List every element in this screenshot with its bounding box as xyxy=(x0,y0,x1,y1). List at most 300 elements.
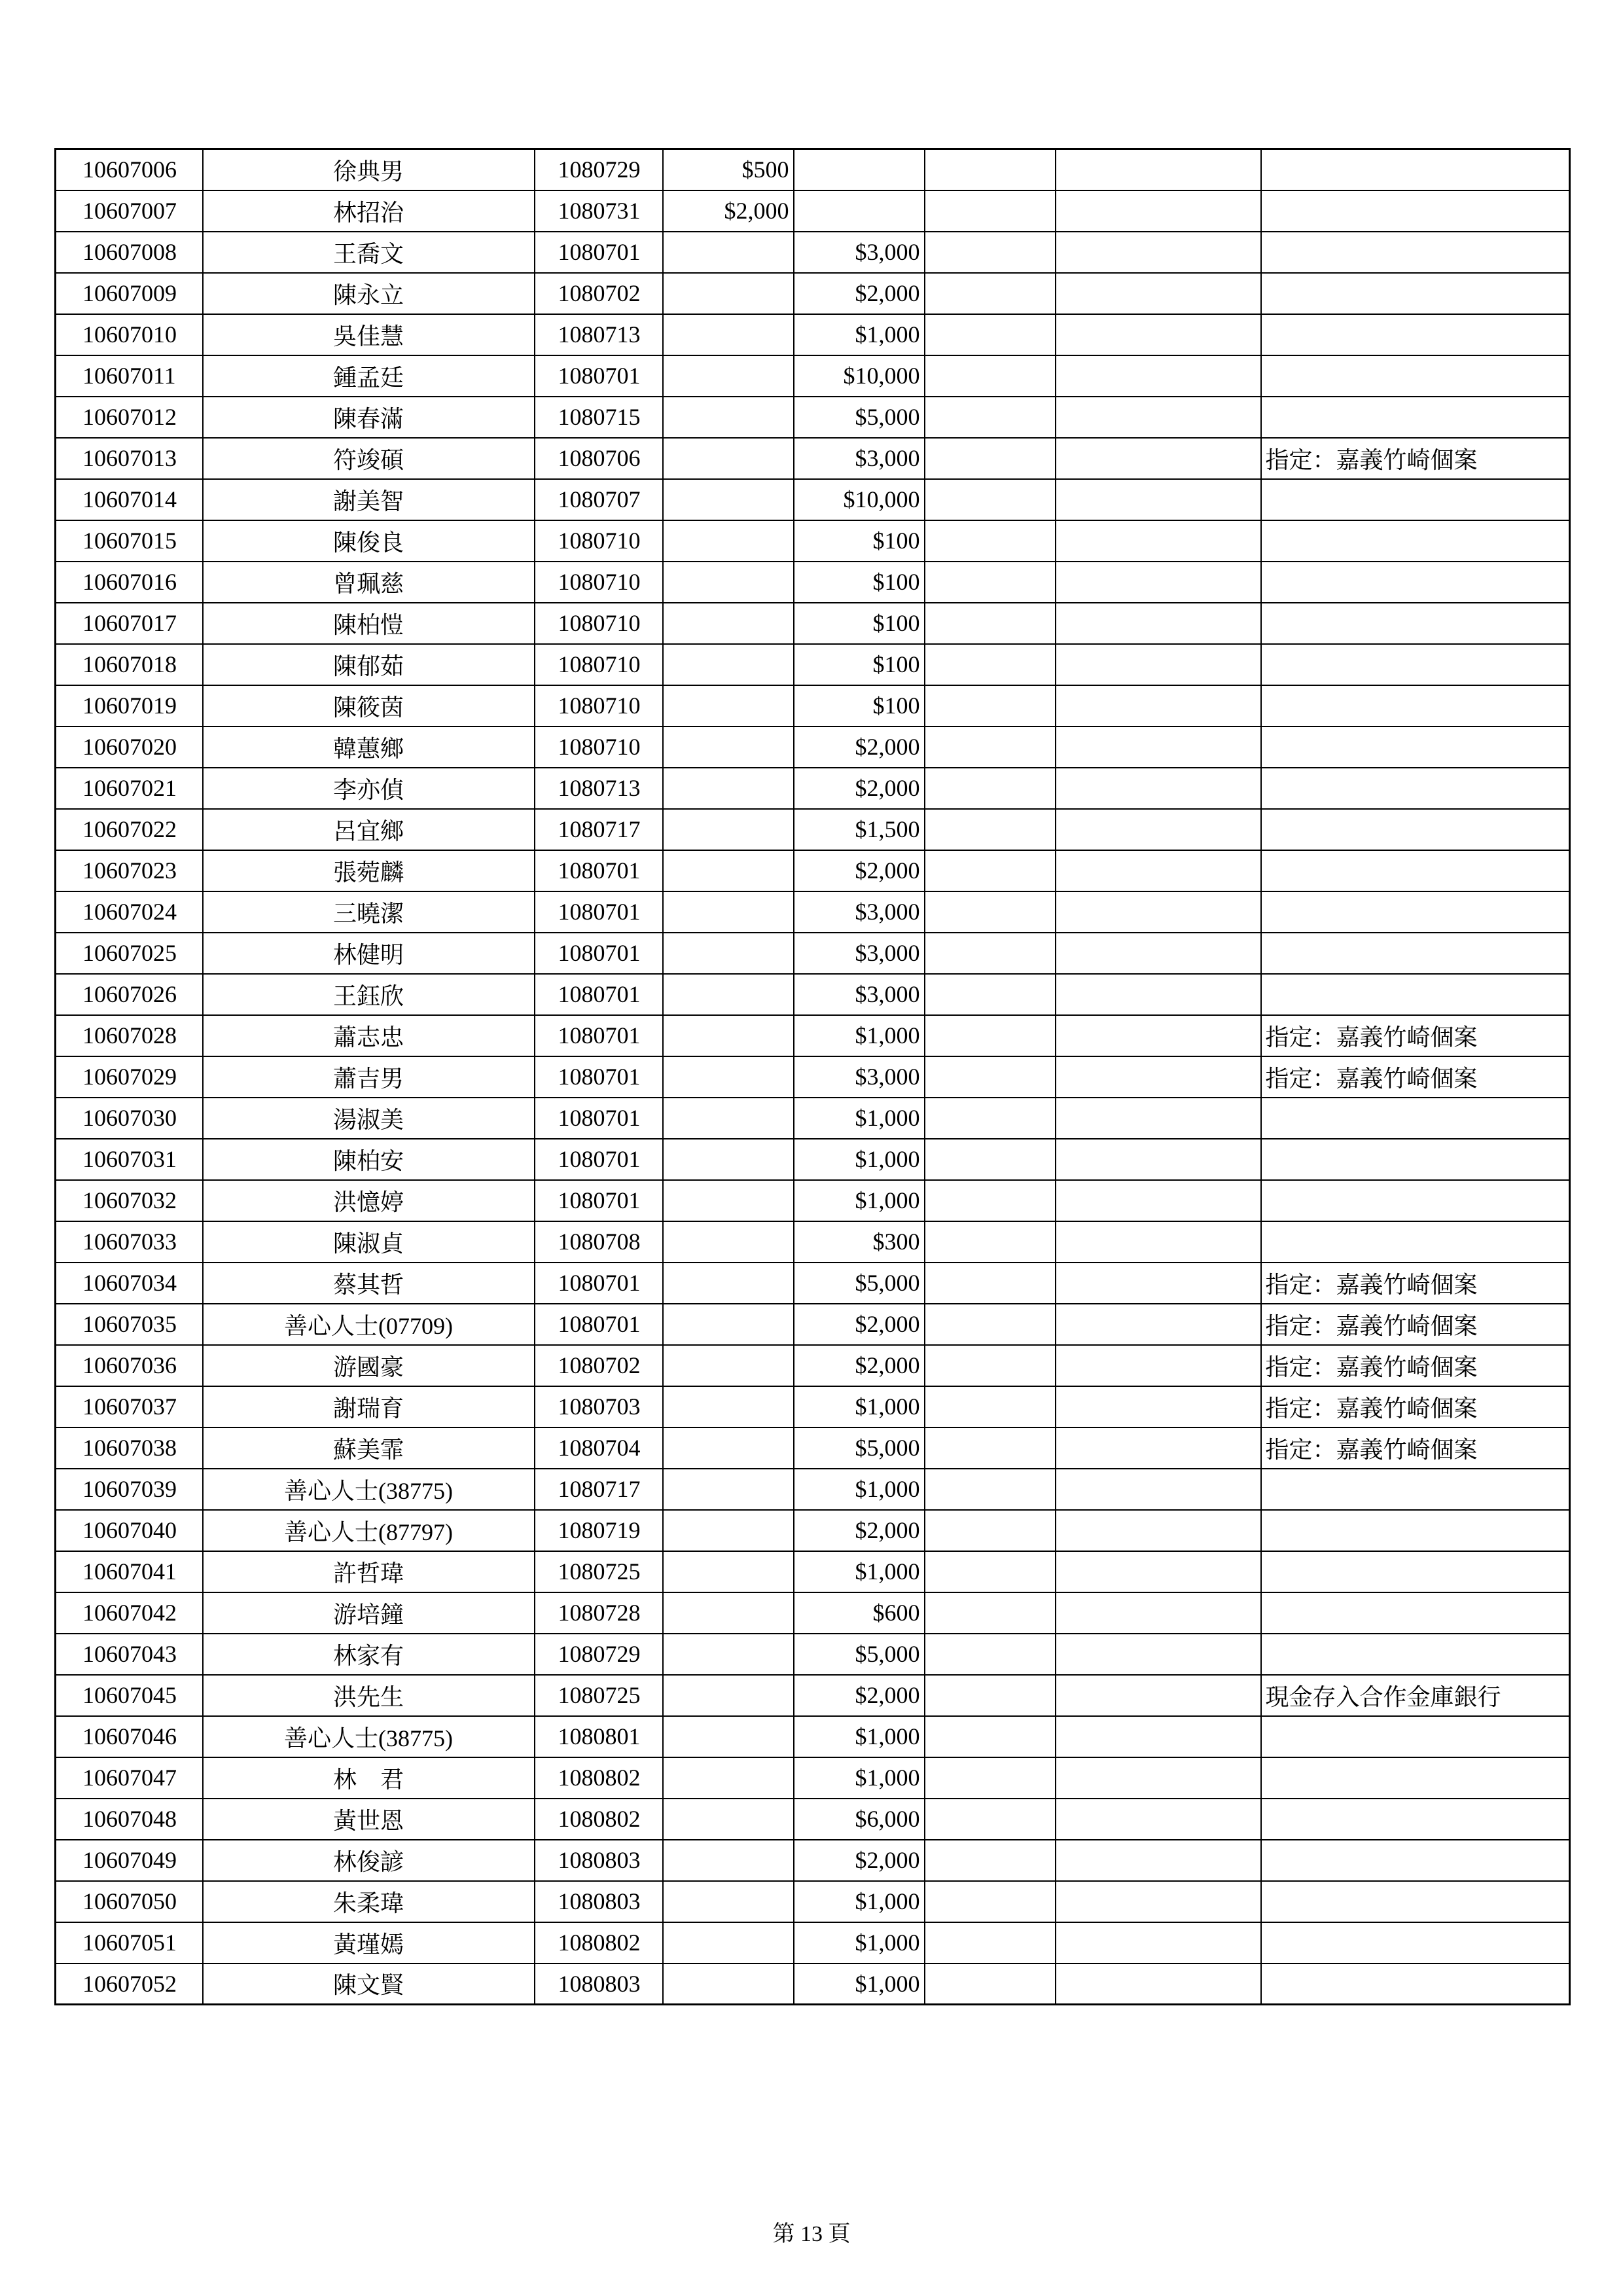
receipt-id-cell: 10607019 xyxy=(56,685,203,726)
donation-date-cell: 1080701 xyxy=(535,850,663,891)
table-row xyxy=(56,232,1570,273)
amount-column-2-cell: $1,000 xyxy=(794,1180,925,1221)
note-cell xyxy=(1261,933,1570,974)
receipt-id-cell: 10607007 xyxy=(56,190,203,232)
empty-column-cell xyxy=(925,232,1056,273)
donor-name-cell: 陳俊良 xyxy=(203,520,535,562)
donation-date-cell: 1080728 xyxy=(535,1592,663,1634)
empty-column-cell xyxy=(925,1345,1056,1386)
empty-column-cell xyxy=(1056,603,1261,644)
empty-column-cell xyxy=(1056,273,1261,314)
donation-date-cell: 1080713 xyxy=(535,768,663,809)
receipt-id-cell: 10607021 xyxy=(56,768,203,809)
amount-column-1-cell xyxy=(663,1922,794,1964)
empty-column-cell xyxy=(925,850,1056,891)
empty-column-cell xyxy=(1056,850,1261,891)
empty-column-cell xyxy=(925,355,1056,397)
empty-column-cell xyxy=(925,644,1056,685)
receipt-id-cell: 10607014 xyxy=(56,479,203,520)
amount-column-1-cell xyxy=(663,479,794,520)
table-row xyxy=(56,562,1570,603)
donation-date-cell: 1080702 xyxy=(535,273,663,314)
receipt-id-cell: 10607050 xyxy=(56,1881,203,1922)
note-cell xyxy=(1261,603,1570,644)
amount-column-1-cell xyxy=(663,1551,794,1592)
amount-column-2-cell: $5,000 xyxy=(794,397,925,438)
receipt-id-cell: 10607043 xyxy=(56,1634,203,1675)
receipt-id-cell: 10607041 xyxy=(56,1551,203,1592)
empty-column-cell xyxy=(1056,314,1261,355)
empty-column-cell xyxy=(1056,1799,1261,1840)
amount-column-2-cell: $3,000 xyxy=(794,933,925,974)
donation-date-cell: 1080803 xyxy=(535,1840,663,1881)
note-cell xyxy=(1261,273,1570,314)
empty-column-cell xyxy=(925,603,1056,644)
donor-name-cell: 李亦偵 xyxy=(203,768,535,809)
empty-column-cell xyxy=(925,397,1056,438)
amount-column-1-cell xyxy=(663,1592,794,1634)
note-cell xyxy=(1261,1881,1570,1922)
donation-date-cell: 1080701 xyxy=(535,1098,663,1139)
donation-date-cell: 1080731 xyxy=(535,190,663,232)
empty-column-cell xyxy=(925,1427,1056,1469)
amount-column-1-cell xyxy=(663,1098,794,1139)
amount-column-2-cell: $1,000 xyxy=(794,1139,925,1180)
amount-column-1-cell xyxy=(663,1881,794,1922)
empty-column-cell xyxy=(925,1634,1056,1675)
empty-column-cell xyxy=(1056,355,1261,397)
table-row xyxy=(56,1757,1570,1799)
receipt-id-cell: 10607008 xyxy=(56,232,203,273)
empty-column-cell xyxy=(925,1716,1056,1757)
page-number: 第 13 頁 xyxy=(772,2222,851,2246)
empty-column-cell xyxy=(1056,232,1261,273)
note-cell xyxy=(1261,562,1570,603)
donor-name-cell: 鍾孟廷 xyxy=(203,355,535,397)
donation-date-cell: 1080701 xyxy=(535,1263,663,1304)
amount-column-1-cell xyxy=(663,232,794,273)
empty-column-cell xyxy=(925,562,1056,603)
empty-column-cell xyxy=(1056,1634,1261,1675)
amount-column-1-cell xyxy=(663,809,794,850)
table-row xyxy=(56,1221,1570,1263)
empty-column-cell xyxy=(1056,768,1261,809)
donation-date-cell: 1080701 xyxy=(535,355,663,397)
empty-column-cell xyxy=(925,1139,1056,1180)
amount-column-1-cell xyxy=(663,355,794,397)
amount-column-2-cell: $1,000 xyxy=(794,1881,925,1922)
donor-name-cell: 吳佳慧 xyxy=(203,314,535,355)
donor-name-cell: 游國豪 xyxy=(203,1345,535,1386)
empty-column-cell xyxy=(1056,1757,1261,1799)
donation-date-cell: 1080710 xyxy=(535,520,663,562)
amount-column-2-cell: $5,000 xyxy=(794,1427,925,1469)
empty-column-cell xyxy=(925,1221,1056,1263)
amount-column-1-cell xyxy=(663,1015,794,1056)
amount-column-2-cell: $100 xyxy=(794,603,925,644)
amount-column-2-cell: $2,000 xyxy=(794,1345,925,1386)
note-cell: 指定：嘉義竹崎個案 xyxy=(1261,1427,1570,1469)
empty-column-cell xyxy=(925,438,1056,479)
table-row xyxy=(56,397,1570,438)
empty-column-cell xyxy=(1056,1675,1261,1716)
empty-column-cell xyxy=(1056,149,1261,190)
receipt-id-cell: 10607028 xyxy=(56,1015,203,1056)
amount-column-2-cell: $2,000 xyxy=(794,1510,925,1551)
donor-name-cell: 陳淑貞 xyxy=(203,1221,535,1263)
empty-column-cell xyxy=(925,1180,1056,1221)
donation-date-cell: 1080710 xyxy=(535,726,663,768)
table-row xyxy=(56,1015,1570,1056)
note-cell xyxy=(1261,355,1570,397)
empty-column-cell xyxy=(925,1469,1056,1510)
empty-column-cell xyxy=(925,1304,1056,1345)
note-cell xyxy=(1261,1840,1570,1881)
receipt-id-cell: 10607032 xyxy=(56,1180,203,1221)
donation-date-cell: 1080701 xyxy=(535,933,663,974)
empty-column-cell xyxy=(1056,1881,1261,1922)
donation-date-cell: 1080701 xyxy=(535,1056,663,1098)
table-row xyxy=(56,438,1570,479)
empty-column-cell xyxy=(925,1922,1056,1964)
note-cell: 現金存入合作金庫銀行 xyxy=(1261,1675,1570,1716)
empty-column-cell xyxy=(925,190,1056,232)
amount-column-2-cell: $2,000 xyxy=(794,726,925,768)
donor-name-cell: 洪憶婷 xyxy=(203,1180,535,1221)
amount-column-2-cell xyxy=(794,149,925,190)
donor-name-cell: 黃瑾嫣 xyxy=(203,1922,535,1964)
amount-column-1-cell xyxy=(663,850,794,891)
donor-name-cell: 林健明 xyxy=(203,933,535,974)
amount-column-1-cell xyxy=(663,1799,794,1840)
receipt-id-cell: 10607009 xyxy=(56,273,203,314)
receipt-id-cell: 10607037 xyxy=(56,1386,203,1427)
note-cell xyxy=(1261,190,1570,232)
receipt-id-cell: 10607016 xyxy=(56,562,203,603)
empty-column-cell xyxy=(925,273,1056,314)
receipt-id-cell: 10607038 xyxy=(56,1427,203,1469)
empty-column-cell xyxy=(1056,1345,1261,1386)
note-cell xyxy=(1261,1964,1570,2005)
receipt-id-cell: 10607040 xyxy=(56,1510,203,1551)
amount-column-1-cell xyxy=(663,520,794,562)
table-row xyxy=(56,1716,1570,1757)
empty-column-cell xyxy=(1056,726,1261,768)
empty-column-cell xyxy=(1056,1180,1261,1221)
amount-column-1-cell xyxy=(663,1056,794,1098)
empty-column-cell xyxy=(925,1757,1056,1799)
empty-column-cell xyxy=(925,1881,1056,1922)
donor-name-cell: 蕭吉男 xyxy=(203,1056,535,1098)
amount-column-2-cell: $300 xyxy=(794,1221,925,1263)
empty-column-cell xyxy=(1056,1427,1261,1469)
note-cell xyxy=(1261,520,1570,562)
empty-column-cell xyxy=(1056,438,1261,479)
donation-date-cell: 1080701 xyxy=(535,891,663,933)
amount-column-2-cell: $2,000 xyxy=(794,273,925,314)
table-row xyxy=(56,974,1570,1015)
amount-column-2-cell xyxy=(794,190,925,232)
note-cell xyxy=(1261,850,1570,891)
amount-column-2-cell: $2,000 xyxy=(794,1304,925,1345)
table-row xyxy=(56,1922,1570,1964)
donor-name-cell: 游培鐘 xyxy=(203,1592,535,1634)
table-row xyxy=(56,1139,1570,1180)
amount-column-2-cell: $100 xyxy=(794,685,925,726)
empty-column-cell xyxy=(925,149,1056,190)
empty-column-cell xyxy=(1056,1840,1261,1881)
amount-column-2-cell: $1,000 xyxy=(794,1015,925,1056)
amount-column-2-cell: $2,000 xyxy=(794,768,925,809)
amount-column-1-cell xyxy=(663,768,794,809)
empty-column-cell xyxy=(1056,190,1261,232)
empty-column-cell xyxy=(1056,479,1261,520)
table-row xyxy=(56,149,1570,190)
table-row xyxy=(56,1634,1570,1675)
donor-name-cell: 洪先生 xyxy=(203,1675,535,1716)
amount-column-1-cell xyxy=(663,644,794,685)
receipt-id-cell: 10607048 xyxy=(56,1799,203,1840)
donation-table-body xyxy=(56,149,1570,2005)
empty-column-cell xyxy=(925,809,1056,850)
amount-column-2-cell: $1,000 xyxy=(794,1469,925,1510)
amount-column-1-cell xyxy=(663,1221,794,1263)
table-row xyxy=(56,1386,1570,1427)
donation-date-cell: 1080710 xyxy=(535,562,663,603)
note-cell xyxy=(1261,1922,1570,1964)
empty-column-cell xyxy=(1056,397,1261,438)
amount-column-2-cell: $2,000 xyxy=(794,1840,925,1881)
receipt-id-cell: 10607020 xyxy=(56,726,203,768)
donor-name-cell: 曾珮慈 xyxy=(203,562,535,603)
donation-date-cell: 1080715 xyxy=(535,397,663,438)
table-row xyxy=(56,1469,1570,1510)
donation-date-cell: 1080710 xyxy=(535,685,663,726)
note-cell: 指定：嘉義竹崎個案 xyxy=(1261,1304,1570,1345)
amount-column-1-cell xyxy=(663,1675,794,1716)
note-cell xyxy=(1261,726,1570,768)
donor-name-cell: 王喬文 xyxy=(203,232,535,273)
donor-name-cell: 陳郁茹 xyxy=(203,644,535,685)
empty-column-cell xyxy=(1056,1139,1261,1180)
receipt-id-cell: 10607034 xyxy=(56,1263,203,1304)
empty-column-cell xyxy=(925,1056,1056,1098)
receipt-id-cell: 10607026 xyxy=(56,974,203,1015)
empty-column-cell xyxy=(925,1964,1056,2005)
amount-column-1-cell xyxy=(663,1427,794,1469)
note-cell: 指定：嘉義竹崎個案 xyxy=(1261,1056,1570,1098)
table-row xyxy=(56,1345,1570,1386)
donor-name-cell: 湯淑美 xyxy=(203,1098,535,1139)
amount-column-1-cell xyxy=(663,603,794,644)
donation-date-cell: 1080725 xyxy=(535,1675,663,1716)
empty-column-cell xyxy=(1056,1922,1261,1964)
amount-column-2-cell: $6,000 xyxy=(794,1799,925,1840)
donation-date-cell: 1080710 xyxy=(535,603,663,644)
donation-date-cell: 1080703 xyxy=(535,1386,663,1427)
empty-column-cell xyxy=(1056,974,1261,1015)
amount-column-2-cell: $100 xyxy=(794,644,925,685)
amount-column-1-cell xyxy=(663,1180,794,1221)
amount-column-1-cell xyxy=(663,273,794,314)
table-row xyxy=(56,603,1570,644)
note-cell xyxy=(1261,1716,1570,1757)
amount-column-2-cell: $3,000 xyxy=(794,438,925,479)
donation-date-cell: 1080707 xyxy=(535,479,663,520)
table-row xyxy=(56,1098,1570,1139)
note-cell: 指定：嘉義竹崎個案 xyxy=(1261,1263,1570,1304)
table-row xyxy=(56,768,1570,809)
amount-column-1-cell xyxy=(663,1386,794,1427)
donation-date-cell: 1080701 xyxy=(535,1015,663,1056)
empty-column-cell xyxy=(1056,1221,1261,1263)
table-row xyxy=(56,1964,1570,2005)
note-cell xyxy=(1261,149,1570,190)
empty-column-cell xyxy=(1056,1964,1261,2005)
empty-column-cell xyxy=(925,768,1056,809)
note-cell xyxy=(1261,1757,1570,1799)
empty-column-cell xyxy=(1056,1015,1261,1056)
empty-column-cell xyxy=(925,479,1056,520)
empty-column-cell xyxy=(1056,1716,1261,1757)
amount-column-2-cell: $1,000 xyxy=(794,1551,925,1592)
empty-column-cell xyxy=(925,933,1056,974)
receipt-id-cell: 10607030 xyxy=(56,1098,203,1139)
table-row xyxy=(56,1427,1570,1469)
table-row xyxy=(56,314,1570,355)
donor-name-cell: 陳永立 xyxy=(203,273,535,314)
amount-column-1-cell xyxy=(663,1304,794,1345)
empty-column-cell xyxy=(1056,685,1261,726)
empty-column-cell xyxy=(925,1799,1056,1840)
receipt-id-cell: 10607042 xyxy=(56,1592,203,1634)
receipt-id-cell: 10607045 xyxy=(56,1675,203,1716)
receipt-id-cell: 10607022 xyxy=(56,809,203,850)
receipt-id-cell: 10607015 xyxy=(56,520,203,562)
note-cell xyxy=(1261,232,1570,273)
donation-date-cell: 1080701 xyxy=(535,232,663,273)
donation-table xyxy=(54,148,1571,2005)
receipt-id-cell: 10607010 xyxy=(56,314,203,355)
empty-column-cell xyxy=(925,1592,1056,1634)
amount-column-1-cell xyxy=(663,1757,794,1799)
amount-column-1-cell xyxy=(663,1469,794,1510)
amount-column-2-cell: $600 xyxy=(794,1592,925,1634)
amount-column-2-cell: $5,000 xyxy=(794,1634,925,1675)
receipt-id-cell: 10607035 xyxy=(56,1304,203,1345)
amount-column-1-cell xyxy=(663,1634,794,1675)
receipt-id-cell: 10607012 xyxy=(56,397,203,438)
table-row xyxy=(56,891,1570,933)
receipt-id-cell: 10607017 xyxy=(56,603,203,644)
empty-column-cell xyxy=(925,685,1056,726)
empty-column-cell xyxy=(1056,562,1261,603)
donor-name-cell: 三曉潔 xyxy=(203,891,535,933)
donation-date-cell: 1080717 xyxy=(535,809,663,850)
empty-column-cell xyxy=(925,1551,1056,1592)
donation-date-cell: 1080710 xyxy=(535,644,663,685)
donor-name-cell: 許哲瑋 xyxy=(203,1551,535,1592)
receipt-id-cell: 10607046 xyxy=(56,1716,203,1757)
empty-column-cell xyxy=(925,314,1056,355)
receipt-id-cell: 10607052 xyxy=(56,1964,203,2005)
amount-column-2-cell: $1,000 xyxy=(794,1716,925,1757)
donation-date-cell: 1080704 xyxy=(535,1427,663,1469)
note-cell xyxy=(1261,479,1570,520)
table-row xyxy=(56,1180,1570,1221)
note-cell xyxy=(1261,1592,1570,1634)
table-row xyxy=(56,1510,1570,1551)
donor-name-cell: 符竣碩 xyxy=(203,438,535,479)
donation-date-cell: 1080802 xyxy=(535,1922,663,1964)
empty-column-cell xyxy=(925,1840,1056,1881)
receipt-id-cell: 10607006 xyxy=(56,149,203,190)
note-cell xyxy=(1261,809,1570,850)
donation-date-cell: 1080713 xyxy=(535,314,663,355)
donation-date-cell: 1080725 xyxy=(535,1551,663,1592)
amount-column-1-cell xyxy=(663,562,794,603)
donation-date-cell: 1080729 xyxy=(535,1634,663,1675)
empty-column-cell xyxy=(1056,1386,1261,1427)
amount-column-1-cell xyxy=(663,1510,794,1551)
amount-column-2-cell: $3,000 xyxy=(794,974,925,1015)
donor-name-cell: 韓蕙鄉 xyxy=(203,726,535,768)
amount-column-1-cell: $500 xyxy=(663,149,794,190)
table-row xyxy=(56,1304,1570,1345)
table-row xyxy=(56,1056,1570,1098)
table-row xyxy=(56,1675,1570,1716)
note-cell xyxy=(1261,891,1570,933)
donor-name-cell: 謝瑞育 xyxy=(203,1386,535,1427)
donor-name-cell: 徐典男 xyxy=(203,149,535,190)
amount-column-1-cell xyxy=(663,1139,794,1180)
donor-name-cell: 林家有 xyxy=(203,1634,535,1675)
empty-column-cell xyxy=(1056,891,1261,933)
donation-date-cell: 1080701 xyxy=(535,1304,663,1345)
empty-column-cell xyxy=(1056,520,1261,562)
empty-column-cell xyxy=(1056,933,1261,974)
donation-date-cell: 1080719 xyxy=(535,1510,663,1551)
note-cell xyxy=(1261,768,1570,809)
receipt-id-cell: 10607039 xyxy=(56,1469,203,1510)
donor-name-cell: 陳柏愷 xyxy=(203,603,535,644)
empty-column-cell xyxy=(1056,1510,1261,1551)
receipt-id-cell: 10607024 xyxy=(56,891,203,933)
donor-name-cell: 朱柔瑋 xyxy=(203,1881,535,1922)
amount-column-2-cell: $1,000 xyxy=(794,1098,925,1139)
empty-column-cell xyxy=(1056,1592,1261,1634)
table-row xyxy=(56,479,1570,520)
receipt-id-cell: 10607023 xyxy=(56,850,203,891)
empty-column-cell xyxy=(1056,1469,1261,1510)
donation-date-cell: 1080717 xyxy=(535,1469,663,1510)
donation-date-cell: 1080801 xyxy=(535,1716,663,1757)
amount-column-1-cell xyxy=(663,891,794,933)
amount-column-1-cell xyxy=(663,397,794,438)
empty-column-cell xyxy=(925,520,1056,562)
table-row xyxy=(56,520,1570,562)
amount-column-2-cell: $10,000 xyxy=(794,479,925,520)
amount-column-1-cell xyxy=(663,933,794,974)
donor-name-cell: 王鈺欣 xyxy=(203,974,535,1015)
amount-column-2-cell: $3,000 xyxy=(794,1056,925,1098)
empty-column-cell xyxy=(925,726,1056,768)
donation-date-cell: 1080729 xyxy=(535,149,663,190)
donor-name-cell: 張菀麟 xyxy=(203,850,535,891)
empty-column-cell xyxy=(1056,644,1261,685)
table-row xyxy=(56,1551,1570,1592)
table-row xyxy=(56,190,1570,232)
